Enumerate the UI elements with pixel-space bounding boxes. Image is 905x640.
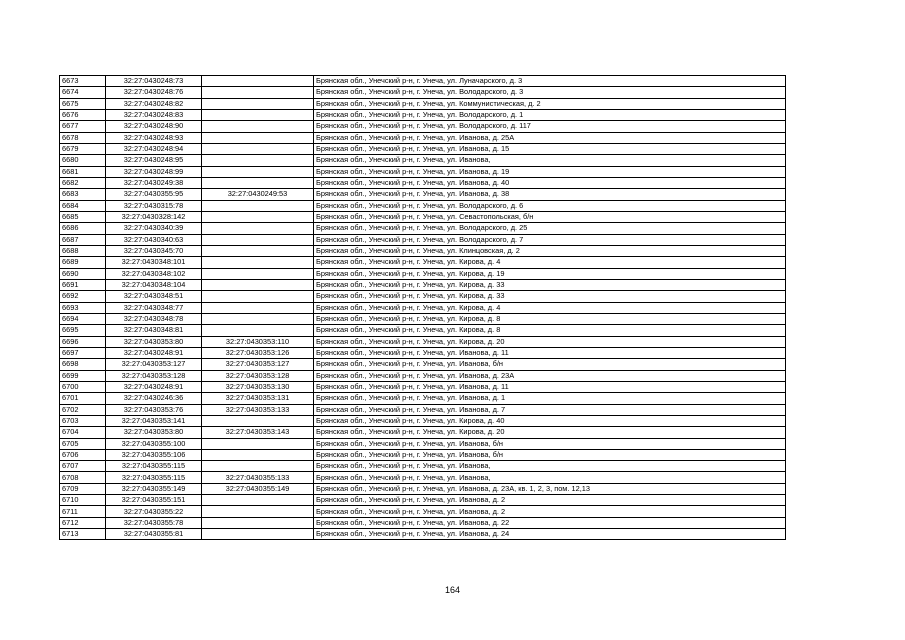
address-cell: Брянская обл., Унечский р-н, г. Унеча, ул. Иванова, д. 7: [314, 404, 786, 415]
cadastral-number-cell: 32:27:0430328:142: [106, 211, 202, 222]
table-row: [60, 495, 786, 506]
table-row: [60, 189, 786, 200]
related-cadastral-number-cell: 32:27:0430353:127: [202, 359, 314, 370]
row-number-cell: 6708: [60, 472, 106, 483]
address-cell: Брянская обл., Унечский р-н, г. Унеча, ул. Луначарского, д. 3: [314, 76, 786, 87]
address-cell: Брянская обл., Унечский р-н, г. Унеча, ул. Иванова, д. 15: [314, 143, 786, 154]
related-cadastral-number-cell: 32:27:0430353:128: [202, 370, 314, 381]
related-cadastral-number-cell: 32:27:0430353:130: [202, 381, 314, 392]
related-cadastral-number-cell: [202, 234, 314, 245]
cadastral-number-cell: 32:27:0430353:80: [106, 427, 202, 438]
row-number-cell: 6694: [60, 313, 106, 324]
table-row: [60, 438, 786, 449]
row-number-cell: 6682: [60, 177, 106, 188]
cadastral-number-cell: 32:27:0430315:78: [106, 200, 202, 211]
related-cadastral-number-cell: [202, 257, 314, 268]
cadastral-number-cell: 32:27:0430348:51: [106, 291, 202, 302]
table-row: [60, 325, 786, 336]
address-cell: Брянская обл., Унечский р-н, г. Унеча, ул. Иванова, д. 22: [314, 517, 786, 528]
related-cadastral-number-cell: [202, 223, 314, 234]
row-number-cell: 6677: [60, 121, 106, 132]
related-cadastral-number-cell: [202, 200, 314, 211]
table-row: [60, 279, 786, 290]
related-cadastral-number-cell: [202, 132, 314, 143]
table-row: [60, 517, 786, 528]
address-cell: Брянская обл., Унечский р-н, г. Унеча, ул. Иванова, д. 23А, кв. 1, 2, 3, пом. 12,13: [314, 483, 786, 494]
related-cadastral-number-cell: [202, 291, 314, 302]
row-number-cell: 6701: [60, 393, 106, 404]
related-cadastral-number-cell: [202, 177, 314, 188]
row-number-cell: 6676: [60, 109, 106, 120]
related-cadastral-number-cell: [202, 302, 314, 313]
cadastral-number-cell: 32:27:0430355:115: [106, 472, 202, 483]
row-number-cell: 6688: [60, 245, 106, 256]
related-cadastral-number-cell: 32:27:0430355:133: [202, 472, 314, 483]
row-number-cell: 6698: [60, 359, 106, 370]
row-number-cell: 6680: [60, 155, 106, 166]
table-row: [60, 166, 786, 177]
table-row: [60, 109, 786, 120]
table-row: [60, 461, 786, 472]
table-row: [60, 268, 786, 279]
address-cell: Брянская обл., Унечский р-н, г. Унеча, ул. Иванова, д. 19: [314, 166, 786, 177]
address-cell: Брянская обл., Унечский р-н, г. Унеча, ул. Кирова, д. 4: [314, 302, 786, 313]
related-cadastral-number-cell: [202, 211, 314, 222]
related-cadastral-number-cell: [202, 495, 314, 506]
related-cadastral-number-cell: [202, 121, 314, 132]
table-row: [60, 257, 786, 268]
table-row: [60, 529, 786, 540]
address-cell: Брянская обл., Унечский р-н, г. Унеча, ул. Володарского, д. 25: [314, 223, 786, 234]
cadastral-number-cell: 32:27:0430355:100: [106, 438, 202, 449]
cadastral-number-cell: 32:27:0430355:78: [106, 517, 202, 528]
row-number-cell: 6700: [60, 381, 106, 392]
related-cadastral-number-cell: [202, 87, 314, 98]
table-row: [60, 472, 786, 483]
address-cell: Брянская обл., Унечский р-н, г. Унеча, ул. Иванова, д. 1: [314, 393, 786, 404]
address-cell: Брянская обл., Унечский р-н, г. Унеча, ул. Иванова, б/н: [314, 359, 786, 370]
row-number-cell: 6679: [60, 143, 106, 154]
data-table: [59, 75, 786, 540]
row-number-cell: 6687: [60, 234, 106, 245]
cadastral-number-cell: 32:27:0430246:36: [106, 393, 202, 404]
address-cell: Брянская обл., Унечский р-н, г. Унеча, ул. Коммунистическая, д. 2: [314, 98, 786, 109]
cadastral-number-cell: 32:27:0430340:39: [106, 223, 202, 234]
table-row: [60, 155, 786, 166]
row-number-cell: 6673: [60, 76, 106, 87]
cadastral-number-cell: 32:27:0430353:128: [106, 370, 202, 381]
table-row: [60, 177, 786, 188]
table-row: [60, 234, 786, 245]
row-number-cell: 6703: [60, 415, 106, 426]
table-row: [60, 76, 786, 87]
related-cadastral-number-cell: [202, 517, 314, 528]
cadastral-number-cell: 32:27:0430348:81: [106, 325, 202, 336]
table-row: [60, 245, 786, 256]
row-number-cell: 6695: [60, 325, 106, 336]
table-row: [60, 200, 786, 211]
row-number-cell: 6707: [60, 461, 106, 472]
row-number-cell: 6702: [60, 404, 106, 415]
cadastral-number-cell: 32:27:0430248:91: [106, 381, 202, 392]
table-row: [60, 313, 786, 324]
address-cell: Брянская обл., Унечский р-н, г. Унеча, ул. Иванова, д. 2: [314, 495, 786, 506]
address-cell: Брянская обл., Унечский р-н, г. Унеча, ул. Иванова, б/н: [314, 449, 786, 460]
address-cell: Брянская обл., Унечский р-н, г. Унеча, ул. Иванова,: [314, 155, 786, 166]
address-cell: Брянская обл., Унечский р-н, г. Унеча, ул. Володарского, д. 7: [314, 234, 786, 245]
cadastral-number-cell: 32:27:0430355:81: [106, 529, 202, 540]
address-cell: Брянская обл., Унечский р-н, г. Унеча, ул. Иванова, д. 38: [314, 189, 786, 200]
related-cadastral-number-cell: [202, 506, 314, 517]
cadastral-number-cell: 32:27:0430248:83: [106, 109, 202, 120]
cadastral-number-cell: 32:27:0430353:141: [106, 415, 202, 426]
address-cell: Брянская обл., Унечский р-н, г. Унеча, ул. Володарского, д. 3: [314, 87, 786, 98]
related-cadastral-number-cell: [202, 461, 314, 472]
cadastral-number-cell: 32:27:0430355:115: [106, 461, 202, 472]
table-row: [60, 415, 786, 426]
table-row: [60, 404, 786, 415]
table-row: [60, 132, 786, 143]
related-cadastral-number-cell: 32:27:0430249:53: [202, 189, 314, 200]
cadastral-number-cell: 32:27:0430348:104: [106, 279, 202, 290]
related-cadastral-number-cell: 32:27:0430353:126: [202, 347, 314, 358]
related-cadastral-number-cell: [202, 245, 314, 256]
related-cadastral-number-cell: [202, 313, 314, 324]
table-row: [60, 506, 786, 517]
table-row: [60, 347, 786, 358]
address-cell: Брянская обл., Унечский р-н, г. Унеча, ул. Иванова, д. 2: [314, 506, 786, 517]
address-cell: Брянская обл., Унечский р-н, г. Унеча, ул. Володарского, д. 1: [314, 109, 786, 120]
address-cell: Брянская обл., Унечский р-н, г. Унеча, ул. Иванова,: [314, 472, 786, 483]
related-cadastral-number-cell: [202, 325, 314, 336]
table-row: [60, 211, 786, 222]
related-cadastral-number-cell: [202, 76, 314, 87]
cadastral-number-cell: 32:27:0430348:77: [106, 302, 202, 313]
address-cell: Брянская обл., Унечский р-н, г. Унеча, ул. Кирова, д. 33: [314, 279, 786, 290]
related-cadastral-number-cell: 32:27:0430353:131: [202, 393, 314, 404]
cadastral-number-cell: 32:27:0430340:63: [106, 234, 202, 245]
cadastral-number-cell: 32:27:0430355:95: [106, 189, 202, 200]
cadastral-number-cell: 32:27:0430353:76: [106, 404, 202, 415]
table-row: [60, 223, 786, 234]
row-number-cell: 6689: [60, 257, 106, 268]
row-number-cell: 6675: [60, 98, 106, 109]
row-number-cell: 6683: [60, 189, 106, 200]
table-row: [60, 393, 786, 404]
table-body: [60, 76, 786, 540]
page-number: 164: [444, 585, 461, 595]
address-cell: Брянская обл., Унечский р-н, г. Унеча, ул. Володарского, д. 6: [314, 200, 786, 211]
table-row: [60, 427, 786, 438]
related-cadastral-number-cell: [202, 438, 314, 449]
related-cadastral-number-cell: [202, 449, 314, 460]
related-cadastral-number-cell: [202, 166, 314, 177]
table-row: [60, 291, 786, 302]
row-number-cell: 6710: [60, 495, 106, 506]
row-number-cell: 6678: [60, 132, 106, 143]
table-row: [60, 98, 786, 109]
address-cell: Брянская обл., Унечский р-н, г. Унеча, ул. Кирова, д. 8: [314, 325, 786, 336]
table-row: [60, 143, 786, 154]
row-number-cell: 6713: [60, 529, 106, 540]
address-cell: Брянская обл., Унечский р-н, г. Унеча, ул. Кирова, д. 20: [314, 427, 786, 438]
row-number-cell: 6712: [60, 517, 106, 528]
cadastral-number-cell: 32:27:0430248:91: [106, 347, 202, 358]
cadastral-number-cell: 32:27:0430355:22: [106, 506, 202, 517]
cadastral-number-cell: 32:27:0430348:101: [106, 257, 202, 268]
cadastral-number-cell: 32:27:0430348:78: [106, 313, 202, 324]
table-row: [60, 370, 786, 381]
row-number-cell: 6685: [60, 211, 106, 222]
related-cadastral-number-cell: [202, 279, 314, 290]
row-number-cell: 6693: [60, 302, 106, 313]
address-cell: Брянская обл., Унечский р-н, г. Унеча, ул. Кирова, д. 8: [314, 313, 786, 324]
cadastral-number-cell: 32:27:0430248:73: [106, 76, 202, 87]
related-cadastral-number-cell: [202, 529, 314, 540]
address-cell: Брянская обл., Унечский р-н, г. Унеча, ул. Иванова, д. 23А: [314, 370, 786, 381]
table-row: [60, 449, 786, 460]
related-cadastral-number-cell: 32:27:0430353:133: [202, 404, 314, 415]
cadastral-number-cell: 32:27:0430248:93: [106, 132, 202, 143]
row-number-cell: 6692: [60, 291, 106, 302]
cadastral-number-cell: 32:27:0430249:38: [106, 177, 202, 188]
cadastral-number-cell: 32:27:0430353:127: [106, 359, 202, 370]
address-cell: Брянская обл., Унечский р-н, г. Унеча, ул. Иванова, д. 25А: [314, 132, 786, 143]
row-number-cell: 6705: [60, 438, 106, 449]
cadastral-number-cell: 32:27:0430248:94: [106, 143, 202, 154]
table-row: [60, 483, 786, 494]
related-cadastral-number-cell: 32:27:0430355:149: [202, 483, 314, 494]
related-cadastral-number-cell: [202, 155, 314, 166]
cadastral-number-cell: 32:27:0430355:151: [106, 495, 202, 506]
cadastral-number-cell: 32:27:0430248:90: [106, 121, 202, 132]
cadastral-number-cell: 32:27:0430348:102: [106, 268, 202, 279]
row-number-cell: 6686: [60, 223, 106, 234]
row-number-cell: 6704: [60, 427, 106, 438]
row-number-cell: 6709: [60, 483, 106, 494]
table-row: [60, 121, 786, 132]
cadastral-number-cell: 32:27:0430355:106: [106, 449, 202, 460]
address-cell: Брянская обл., Унечский р-н, г. Унеча, ул. Иванова,: [314, 461, 786, 472]
row-number-cell: 6674: [60, 87, 106, 98]
related-cadastral-number-cell: [202, 415, 314, 426]
row-number-cell: 6697: [60, 347, 106, 358]
row-number-cell: 6690: [60, 268, 106, 279]
row-number-cell: 6706: [60, 449, 106, 460]
address-cell: Брянская обл., Унечский р-н, г. Унеча, ул. Володарского, д. 117: [314, 121, 786, 132]
address-cell: Брянская обл., Унечский р-н, г. Унеча, ул. Кирова, д. 4: [314, 257, 786, 268]
table-row: [60, 336, 786, 347]
cadastral-number-cell: 32:27:0430248:76: [106, 87, 202, 98]
address-cell: Брянская обл., Унечский р-н, г. Унеча, ул. Иванова, д. 40: [314, 177, 786, 188]
related-cadastral-number-cell: [202, 143, 314, 154]
address-cell: Брянская обл., Унечский р-н, г. Унеча, ул. Кирова, д. 40: [314, 415, 786, 426]
cadastral-number-cell: 32:27:0430248:82: [106, 98, 202, 109]
row-number-cell: 6711: [60, 506, 106, 517]
table-row: [60, 381, 786, 392]
related-cadastral-number-cell: [202, 109, 314, 120]
address-cell: Брянская обл., Унечский р-н, г. Унеча, ул. Кирова, д. 20: [314, 336, 786, 347]
row-number-cell: 6696: [60, 336, 106, 347]
table-row: [60, 87, 786, 98]
row-number-cell: 6699: [60, 370, 106, 381]
row-number-cell: 6681: [60, 166, 106, 177]
related-cadastral-number-cell: 32:27:0430353:143: [202, 427, 314, 438]
address-cell: Брянская обл., Унечский р-н, г. Унеча, ул. Севастопольская, б/н: [314, 211, 786, 222]
related-cadastral-number-cell: [202, 98, 314, 109]
address-cell: Брянская обл., Унечский р-н, г. Унеча, ул. Иванова, б/н: [314, 438, 786, 449]
cadastral-number-cell: 32:27:0430248:99: [106, 166, 202, 177]
table-row: [60, 302, 786, 313]
cadastral-number-cell: 32:27:0430355:149: [106, 483, 202, 494]
address-cell: Брянская обл., Унечский р-н, г. Унеча, ул. Кирова, д. 33: [314, 291, 786, 302]
row-number-cell: 6684: [60, 200, 106, 211]
cadastral-number-cell: 32:27:0430353:80: [106, 336, 202, 347]
address-cell: Брянская обл., Унечский р-н, г. Унеча, ул. Иванова, д. 11: [314, 347, 786, 358]
row-number-cell: 6691: [60, 279, 106, 290]
address-cell: Брянская обл., Унечский р-н, г. Унеча, ул. Иванова, д. 11: [314, 381, 786, 392]
address-cell: Брянская обл., Унечский р-н, г. Унеча, ул. Клинцовская, д. 2: [314, 245, 786, 256]
address-cell: Брянская обл., Унечский р-н, г. Унеча, ул. Иванова, д. 24: [314, 529, 786, 540]
related-cadastral-number-cell: 32:27:0430353:110: [202, 336, 314, 347]
cadastral-number-cell: 32:27:0430248:95: [106, 155, 202, 166]
related-cadastral-number-cell: [202, 268, 314, 279]
address-cell: Брянская обл., Унечский р-н, г. Унеча, ул. Кирова, д. 19: [314, 268, 786, 279]
table-row: [60, 359, 786, 370]
cadastral-number-cell: 32:27:0430345:70: [106, 245, 202, 256]
